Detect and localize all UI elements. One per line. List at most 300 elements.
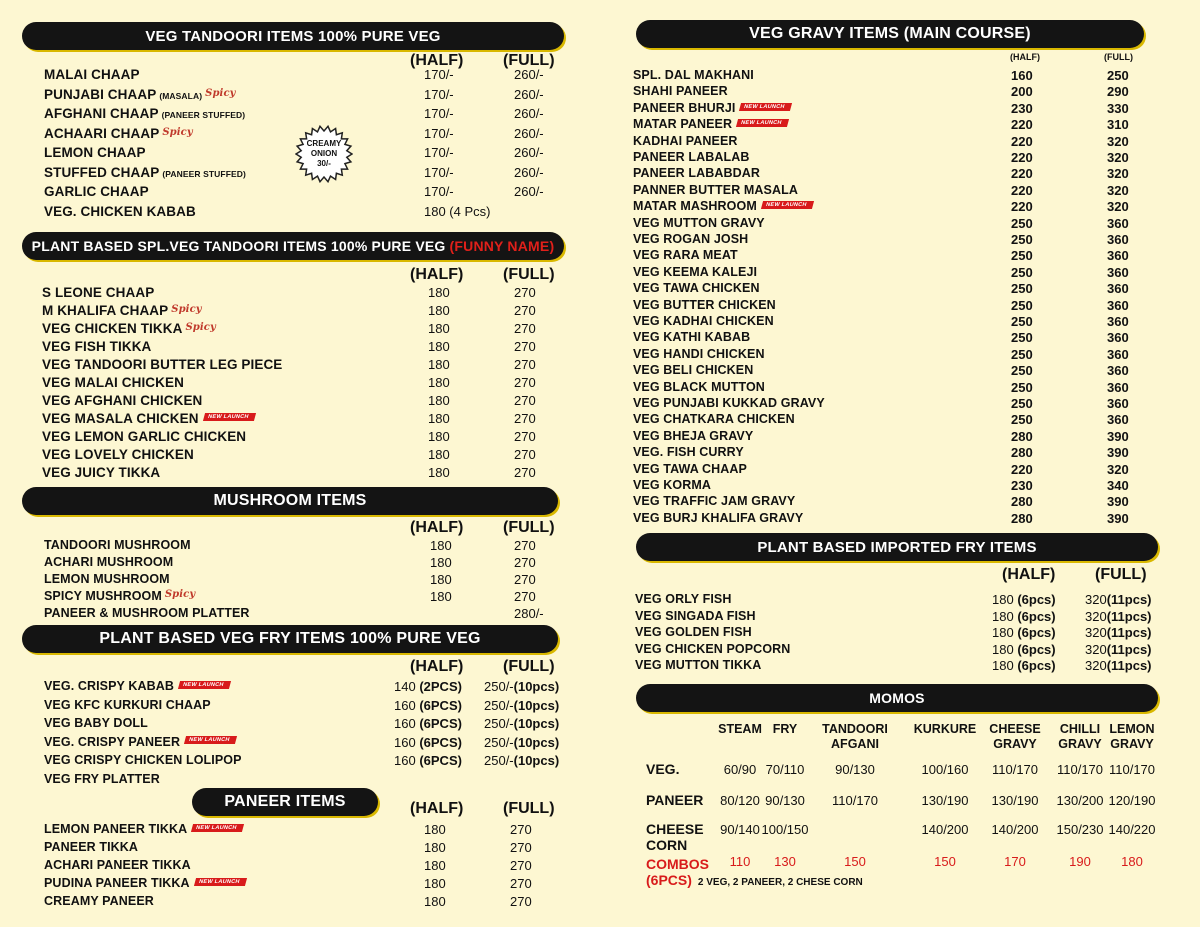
item-full-price [1107, 396, 1129, 411]
item-name-text: MATAR MASHROOM [633, 199, 757, 214]
column-line2: GRAVY [993, 737, 1037, 751]
item-half-price [424, 184, 454, 199]
imported-fry-title: PLANT BASED IMPORTED FRY ITEMS [757, 538, 1037, 556]
mushroom-half-header: (HALF) [410, 519, 464, 536]
half-price-value: 180 [424, 858, 446, 873]
half-price-value: 170/- [424, 86, 454, 102]
combo-price-cell: 130 [774, 854, 796, 869]
combo-price-cell: 180 [1121, 854, 1143, 869]
menu-item-row [633, 117, 1193, 134]
full-pcs: (11pcs) [1106, 592, 1152, 607]
menu-item-row [635, 642, 1195, 659]
half-price-value: 180 [428, 375, 450, 390]
item-half-price [1011, 298, 1033, 313]
menu-item-row [633, 68, 1193, 85]
item-half-price [424, 67, 454, 82]
half-price-value: 170/- [424, 184, 454, 199]
half-price-value: 220 [1011, 133, 1033, 149]
item-name-text: KADHAI PANEER [633, 133, 738, 148]
menu-item-row [633, 429, 1193, 446]
half-price-value: 170/- [424, 67, 454, 82]
plant-tandoori-half-header: (HALF) [410, 266, 464, 283]
item-name [44, 679, 230, 693]
half-price-value: 180 [428, 321, 450, 336]
item-name-text: PANNER BUTTER MASALA [633, 182, 798, 197]
full-pcs: (11pcs) [1106, 625, 1152, 640]
item-name [633, 183, 798, 197]
full-price-value: 270 [514, 375, 536, 390]
item-half-price [1011, 281, 1033, 296]
menu-item-row [44, 876, 584, 893]
item-name-text: VEG MALAI CHICKEN [42, 375, 184, 390]
full-price-value: 270 [510, 876, 532, 891]
item-name-text: VEG CRISPY CHICKEN LOLIPOP [44, 753, 242, 767]
paneer-title: PANEER ITEMS [224, 793, 346, 810]
item-name-text: VEG GOLDEN FISH [635, 625, 752, 639]
full-price-value: 320 [1107, 150, 1129, 165]
item-half-price [992, 609, 1056, 624]
half-price-value: 180 [992, 625, 1014, 640]
half-price-value: 220 [1011, 182, 1033, 198]
momos-row-label [646, 821, 704, 853]
item-name [44, 876, 245, 890]
item-note: (PANEER STUFFED) [161, 110, 246, 120]
menu-item-row [44, 538, 584, 555]
full-price-value: 260/- [514, 86, 544, 102]
momos-price-cell: 130/190 [991, 793, 1039, 808]
item-half-price [428, 339, 450, 354]
column-line2: GRAVY [1058, 737, 1102, 751]
item-name-text: MALAI CHAAP [44, 67, 140, 82]
menu-item-row [44, 87, 584, 104]
combos-pcs-line [646, 872, 863, 891]
half-price-value: 160 [394, 753, 416, 768]
item-name-text: VEG. CRISPY PANEER [44, 734, 181, 749]
full-price-value: 360 [1107, 281, 1129, 297]
item-name-text: VEG BLACK MUTTON [633, 379, 765, 394]
full-price-value: 320 [1107, 461, 1129, 477]
gravy-half-header: (HALF) [1010, 52, 1040, 62]
menu-item-row [633, 347, 1193, 364]
item-half-price [1011, 216, 1033, 231]
veg-tandoori-title: VEG TANDOORI ITEMS 100% PURE VEG [145, 27, 441, 45]
item-full-price [514, 165, 544, 180]
item-half-price [1011, 347, 1033, 362]
item-name [635, 592, 731, 606]
item-half-price [430, 555, 452, 570]
full-price-value: 360 [1107, 346, 1129, 362]
item-name-text: VEG BHEJA GRAVY [633, 428, 754, 443]
item-full-price [484, 716, 559, 731]
half-price-value: 200 [1011, 84, 1033, 100]
item-name-text: ACHAARI CHAAP [44, 125, 160, 141]
item-full-price [1107, 199, 1129, 214]
half-pcs: (2PCS) [419, 679, 462, 694]
gravy-banner [636, 20, 1144, 48]
menu-item-row [635, 658, 1195, 675]
item-full-price [1107, 347, 1129, 362]
item-half-price [1011, 363, 1033, 378]
full-pcs: (10pcs) [513, 753, 560, 768]
column-line1: STEAM [718, 722, 762, 736]
full-price-value: 360 [1107, 396, 1129, 411]
momos-price-cell: 110/170 [831, 793, 879, 808]
item-full-price [1107, 248, 1129, 263]
momos-price-cell: 90/130 [765, 793, 805, 808]
full-price-value: 270 [510, 858, 532, 873]
item-half-price [992, 592, 1056, 607]
full-price-value: 260/- [514, 164, 544, 180]
half-price-value: 170/- [424, 125, 454, 141]
item-name [633, 494, 795, 508]
item-name [42, 285, 154, 300]
item-name-text: VEG BURJ KHALIFA GRAVY [633, 510, 804, 525]
full-pcs: (10pcs) [513, 716, 560, 731]
item-name-text: VEG RARA MEAT [633, 248, 738, 263]
full-price-value: 270 [514, 321, 536, 336]
item-name-text: VEG TAWA CHAAP [633, 461, 747, 476]
item-full-price [514, 184, 544, 199]
half-price-value: 250 [1011, 264, 1033, 280]
menu-item-row [633, 150, 1193, 167]
item-full-price [514, 106, 544, 121]
momos-banner [636, 684, 1158, 712]
item-full-price [514, 411, 536, 426]
item-half-price [428, 447, 450, 462]
plant-tandoori-full-header: (FULL) [503, 266, 555, 283]
menu-item-row [633, 265, 1193, 282]
menu-item-row [633, 281, 1193, 298]
half-price-value: 180 [430, 589, 452, 604]
full-price-value: 360 [1107, 232, 1129, 247]
item-full-price [1107, 380, 1129, 395]
half-price-value: 180 [428, 357, 450, 372]
item-half-price [424, 165, 454, 180]
full-price-value: 320 [1085, 625, 1107, 640]
item-full-price [510, 840, 532, 855]
item-half-price [424, 204, 490, 219]
full-price-value: 270 [514, 465, 536, 480]
menu-item-row [44, 67, 584, 84]
half-price-value: 180 [428, 447, 450, 462]
funny-name-label: (FUNNY NAME) [449, 238, 555, 254]
item-name [44, 538, 191, 552]
momos-price-cell: 100/160 [921, 762, 969, 777]
full-price-value: 310 [1107, 117, 1129, 133]
item-name-text: VEG BELI CHICKEN [633, 363, 754, 378]
half-price-value: 280 [1011, 428, 1033, 444]
item-name [44, 735, 236, 749]
item-name [635, 625, 752, 639]
item-full-price [1085, 609, 1152, 624]
menu-item-row [44, 840, 584, 857]
menu-item-row [42, 465, 582, 482]
full-price-value: 270 [514, 411, 536, 426]
item-full-price [510, 822, 532, 837]
menu-item-row [42, 393, 582, 410]
item-half-price [1011, 314, 1033, 329]
item-half-price [424, 87, 454, 102]
momos-price-cell: 90/130 [835, 762, 875, 777]
veg-fry-half-header: (HALF) [410, 658, 464, 675]
item-half-price [430, 572, 452, 587]
menu-item-row [44, 698, 584, 715]
item-half-price [394, 716, 462, 731]
full-pcs: (10pcs) [513, 734, 560, 750]
item-half-price [1011, 166, 1033, 181]
full-price-value: 270 [514, 393, 536, 408]
item-name-text: SPICY MUSHROOM [44, 589, 162, 603]
item-half-price [992, 658, 1056, 673]
item-name [633, 462, 747, 476]
momos-price-cell: 70/110 [765, 762, 805, 777]
item-name [633, 429, 753, 443]
menu-item-row [633, 298, 1193, 315]
half-price-value: 250 [1011, 281, 1033, 297]
spicy-label: Spicy [164, 589, 196, 600]
plant-tandoori-banner [22, 232, 564, 260]
item-full-price [514, 538, 536, 553]
momos-price-cell: 110/170 [991, 762, 1039, 777]
full-price-value: 360 [1107, 248, 1129, 264]
creamy-onion-line2: ONION [310, 149, 338, 158]
half-price-value: 220 [1011, 150, 1033, 165]
item-full-price [514, 67, 544, 82]
menu-item-row [633, 412, 1193, 429]
half-price-value: 180 [428, 429, 450, 444]
momos-title: MOMOS [869, 690, 925, 706]
column-line1: CHEESE [989, 722, 1041, 736]
item-name [44, 606, 250, 620]
item-name-text: ACHARI MUSHROOM [44, 555, 174, 569]
item-name-text: VEG AFGHANI CHICKEN [42, 393, 203, 408]
item-full-price [1107, 298, 1129, 313]
item-half-price [428, 285, 450, 300]
full-pcs: (10pcs) [513, 697, 560, 713]
item-full-price [1107, 183, 1129, 198]
half-price-value: 220 [1011, 117, 1033, 133]
item-name [635, 609, 756, 623]
item-half-price [394, 735, 462, 750]
menu-item-row [44, 753, 584, 770]
item-full-price [1085, 592, 1152, 607]
item-name-text: VEG TAWA CHICKEN [633, 281, 760, 296]
item-name [44, 858, 191, 872]
menu-item-row [633, 84, 1193, 101]
item-full-price [514, 145, 544, 160]
item-full-price [514, 285, 536, 300]
item-half-price [1011, 396, 1033, 411]
half-price-value: 180 [424, 894, 446, 909]
menu-item-row [44, 589, 584, 606]
item-full-price [510, 894, 532, 909]
full-price-value: 250/- [484, 716, 514, 731]
item-note: (PANEER STUFFED) [162, 168, 246, 179]
menu-item-row [42, 375, 582, 392]
item-name-text: VEG HANDI CHICKEN [633, 346, 765, 361]
full-price-value: 360 [1107, 379, 1129, 395]
half-price-value: 180 [992, 641, 1014, 657]
menu-item-row [42, 429, 582, 446]
momos-price-cell: 90/140 [720, 822, 760, 837]
item-name [635, 642, 790, 656]
item-full-price [1107, 511, 1129, 526]
full-price-value: 270 [514, 339, 536, 354]
row-label-line1: CHEESE [646, 821, 704, 837]
item-name [633, 363, 753, 377]
item-half-price [428, 375, 450, 390]
momos-price-cell: 150/230 [1056, 822, 1104, 837]
full-price-value: 270 [514, 429, 536, 444]
half-price-value: 170/- [424, 164, 454, 180]
full-price-value: 270 [510, 822, 532, 837]
item-name-text: PANEER LABALAB [633, 150, 750, 164]
half-price-value: 170/- [424, 106, 454, 121]
item-name-text: VEG. CHICKEN KABAB [44, 203, 196, 219]
item-full-price [514, 321, 536, 336]
menu-item-row [44, 572, 584, 589]
item-full-price [514, 375, 536, 390]
half-price-value: 180 (4 Pcs) [424, 203, 491, 219]
full-price-value: 390 [1107, 445, 1129, 461]
item-name [42, 303, 202, 318]
menu-item-row [44, 606, 584, 623]
item-name [44, 572, 170, 586]
momos-price-cell: 140/220 [1108, 822, 1156, 837]
half-price-value: 230 [1011, 100, 1033, 116]
half-price-value: 160 [394, 716, 416, 731]
item-name-text: VEG TANDOORI BUTTER LEG PIECE [42, 357, 283, 372]
item-full-price [1085, 642, 1152, 657]
item-name-text: VEG TRAFFIC JAM GRAVY [633, 494, 796, 509]
veg-fry-full-header: (FULL) [503, 658, 555, 675]
full-price-value: 260/- [514, 145, 544, 160]
menu-item-row [633, 396, 1193, 413]
new-launch-badge: NEW LAUNCH [736, 119, 789, 127]
item-name-text: PANEER LABABDAR [633, 166, 760, 181]
column-line1: KURKURE [913, 722, 977, 736]
veg-tandoori-banner [22, 22, 564, 50]
half-pcs: (6pcs) [1017, 658, 1056, 673]
item-half-price [424, 858, 446, 873]
menu-item-row [42, 411, 582, 428]
item-full-price [1107, 478, 1129, 493]
item-name-text: VEG KADHAI CHICKEN [633, 314, 774, 328]
full-price-value: 270 [514, 572, 536, 587]
full-price-value: 270 [514, 589, 536, 604]
full-price-value: 270 [510, 894, 532, 909]
item-full-price [514, 589, 536, 604]
menu-item-row [633, 248, 1193, 265]
item-name [633, 281, 760, 295]
item-name [633, 232, 748, 246]
half-price-value: 180 [428, 303, 450, 318]
item-half-price [1011, 412, 1033, 427]
item-half-price [1011, 429, 1033, 444]
item-name [42, 357, 282, 372]
mushroom-banner [22, 487, 558, 515]
new-launch-badge: NEW LAUNCH [178, 681, 231, 689]
full-price-value: 320 [1107, 133, 1129, 149]
menu-item-row [42, 447, 582, 464]
item-name [44, 145, 146, 160]
full-price-value: 320 [1085, 658, 1107, 673]
item-name [633, 150, 749, 164]
item-name [44, 555, 173, 569]
half-price-value: 170/- [424, 145, 454, 160]
item-full-price [484, 753, 559, 768]
menu-item-row [633, 363, 1193, 380]
full-price-value: 280/- [514, 606, 544, 621]
item-full-price [1107, 412, 1129, 427]
row-label-line2: CORN [646, 837, 688, 853]
veg-tandoori-full-header: (FULL) [503, 52, 555, 69]
full-price-value: 260/- [514, 67, 544, 82]
item-full-price [1107, 216, 1129, 231]
item-name [633, 68, 754, 82]
momos-price-cell: 110/170 [1056, 762, 1104, 777]
item-name-text: VEG KFC KURKURI CHAAP [44, 697, 211, 712]
column-line2: AFGANI [831, 737, 879, 751]
item-name [42, 375, 184, 390]
full-price-value: 360 [1107, 330, 1129, 346]
full-price-value: 340 [1107, 478, 1129, 493]
menu-item-row [42, 339, 582, 356]
half-pcs: (6pcs) [1017, 592, 1056, 607]
item-name [633, 84, 728, 98]
menu-item-row [44, 204, 584, 221]
spicy-label: Spicy [171, 304, 202, 315]
menu-item-row [44, 858, 584, 875]
item-half-price [1011, 494, 1033, 509]
item-half-price [1011, 134, 1033, 149]
half-price-value: 180 [424, 840, 446, 855]
half-pcs: (6pcs) [1017, 608, 1056, 624]
half-price-value: 230 [1011, 478, 1033, 493]
item-name-text: VEG MASALA CHICKEN [42, 411, 199, 426]
half-price-value: 140 [394, 679, 416, 694]
item-name-text: AFGHANI CHAAP [44, 106, 159, 121]
menu-item-row [633, 380, 1193, 397]
half-price-value: 280 [1011, 494, 1033, 510]
momos-column-header [745, 722, 825, 737]
item-name [633, 412, 795, 426]
item-name-text: VEG MUTTON GRAVY [633, 215, 765, 230]
item-name [633, 199, 812, 213]
item-name [633, 396, 825, 410]
item-name-text: VEG KEEMA KALEJI [633, 264, 758, 279]
item-half-price [424, 126, 454, 141]
new-launch-badge: NEW LAUNCH [191, 824, 244, 832]
menu-item-row [633, 232, 1193, 249]
item-half-price [424, 145, 454, 160]
veg-fry-title: PLANT BASED VEG FRY ITEMS 100% PURE VEG [99, 630, 481, 647]
item-note: (MASALA) [159, 90, 203, 101]
item-half-price [1011, 68, 1033, 83]
menu-item-row [633, 166, 1193, 183]
item-full-price [1107, 314, 1129, 329]
item-name-text: VEG LOVELY CHICKEN [42, 447, 194, 462]
item-name-text: VEG. CRISPY KABAB [44, 679, 174, 693]
item-full-price [1107, 166, 1129, 181]
spicy-label: Spicy [185, 322, 216, 333]
half-price-value: 250 [1011, 297, 1033, 313]
half-price-value: 250 [1011, 346, 1033, 362]
momos-price-cell: 140/200 [921, 822, 969, 837]
full-price-value: 250/- [484, 697, 514, 713]
item-full-price [514, 572, 536, 587]
half-price-value: 250 [1011, 232, 1033, 247]
